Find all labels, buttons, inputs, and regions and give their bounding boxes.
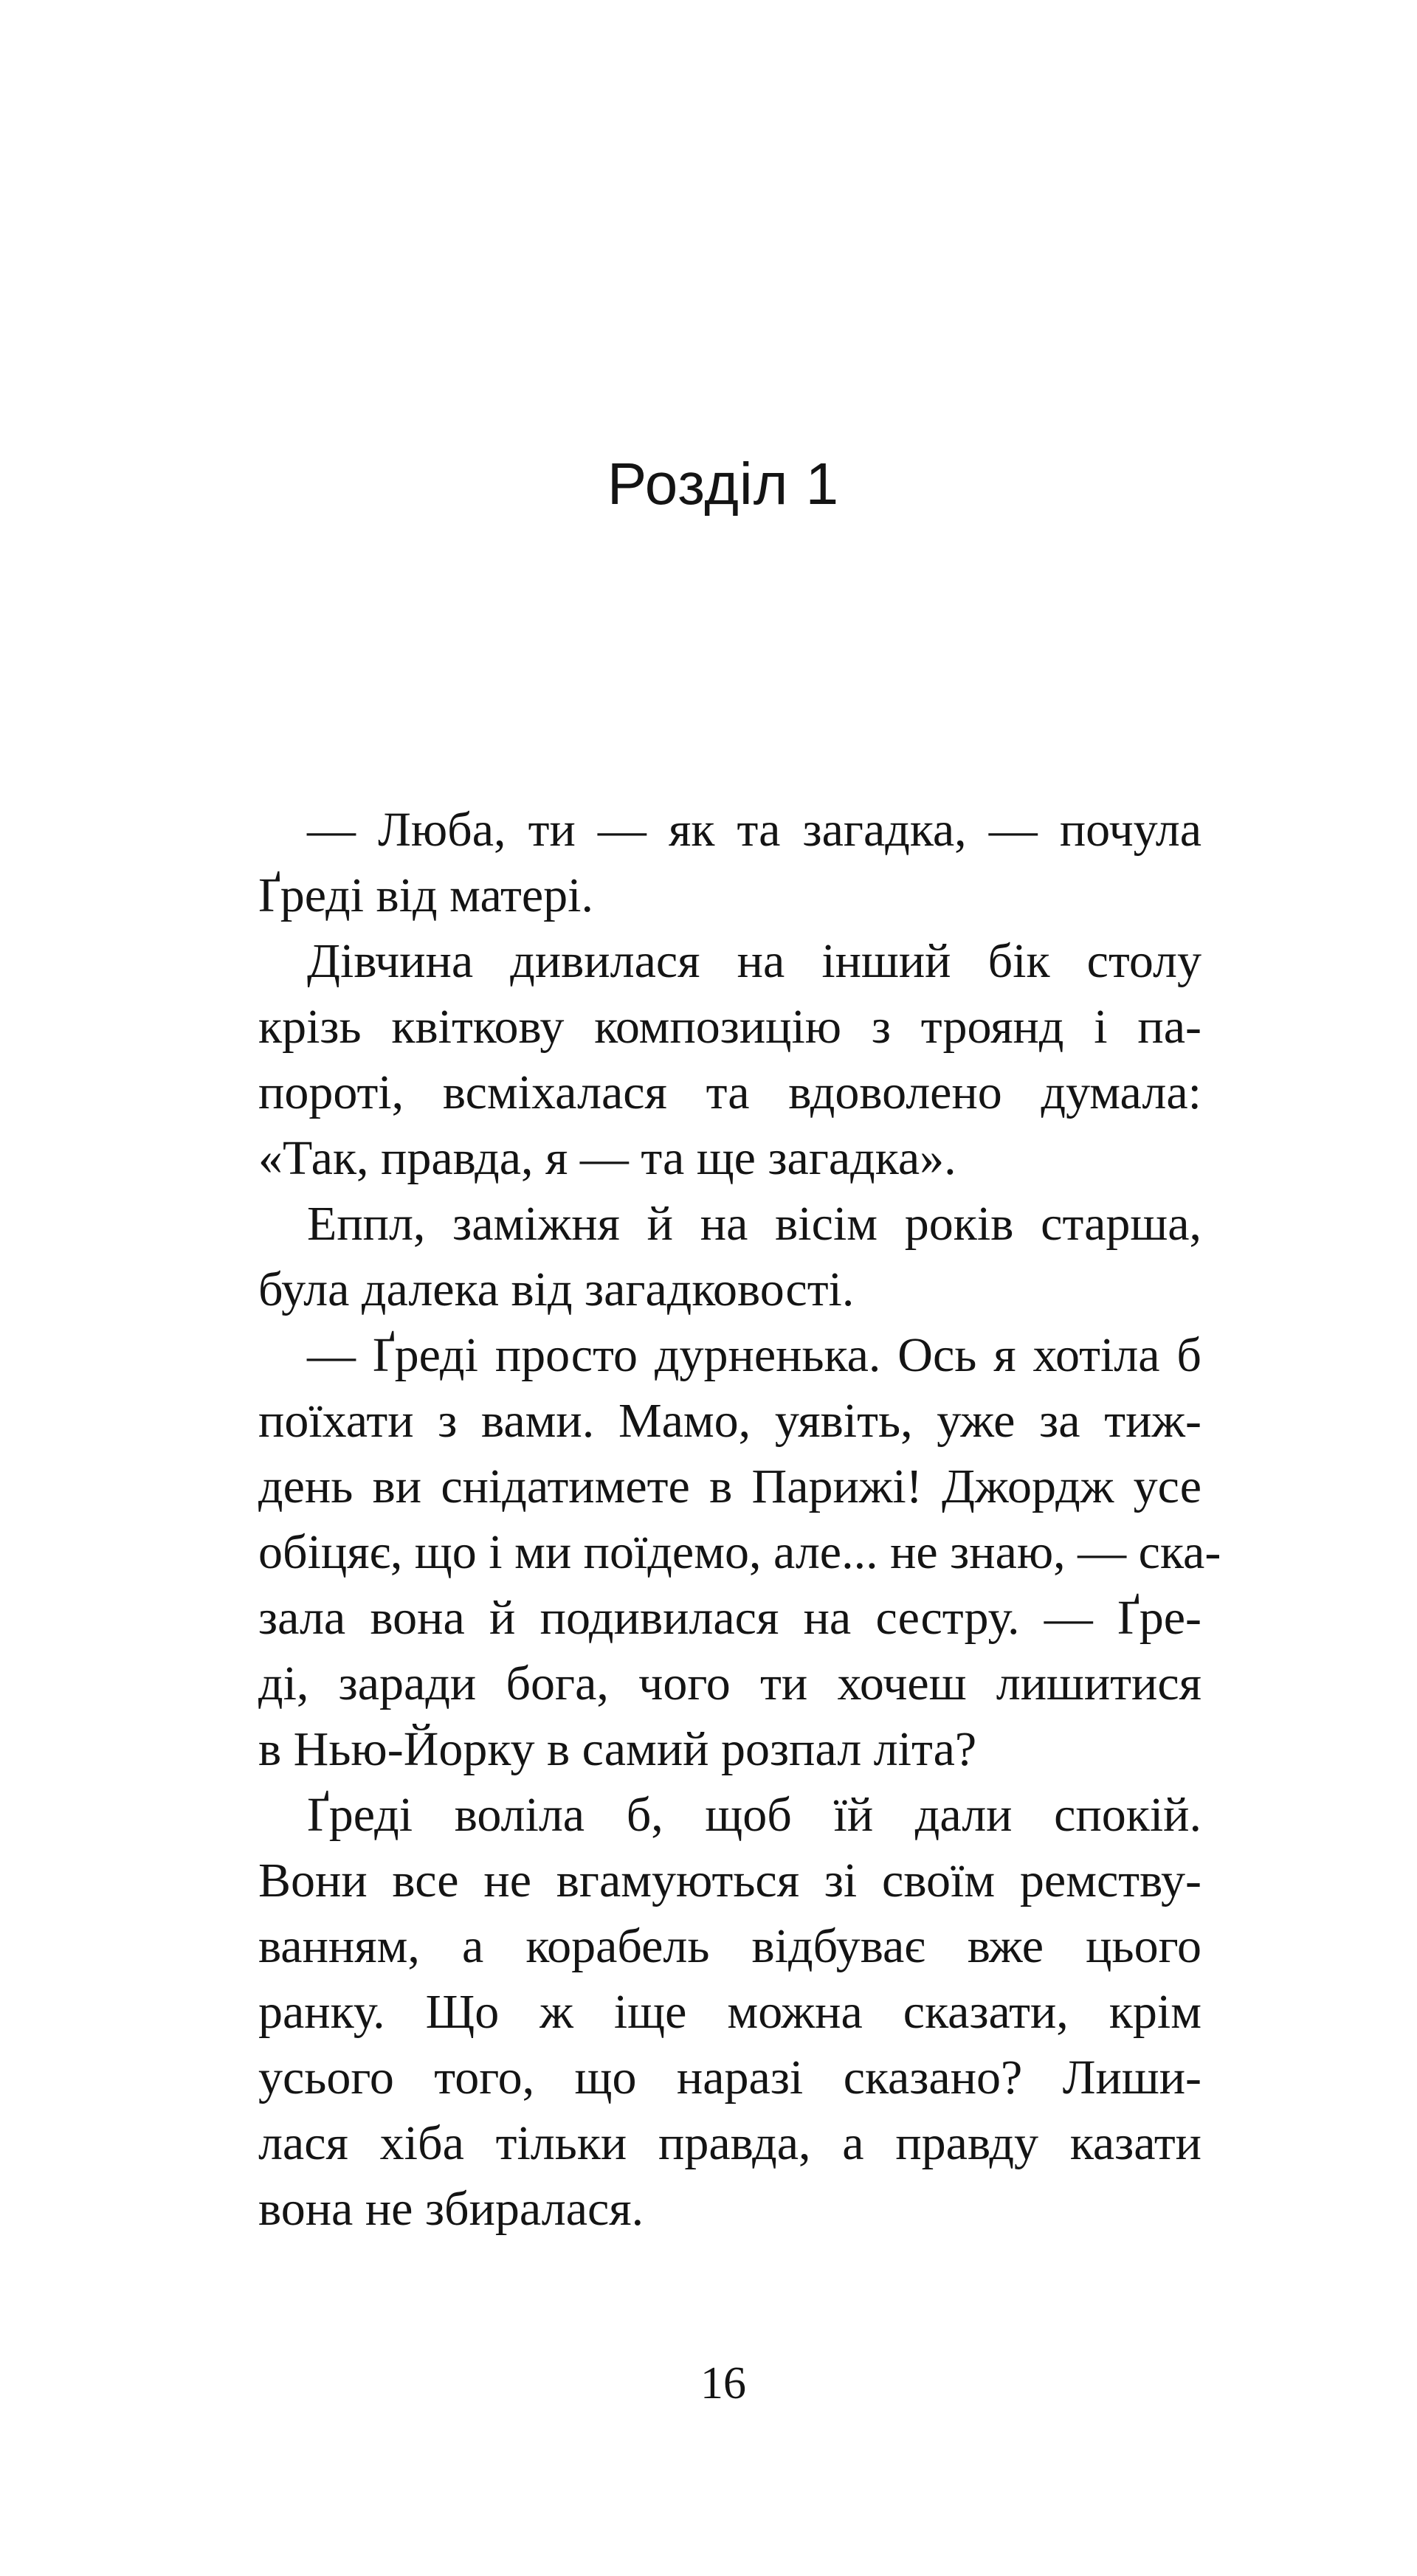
text-line: «Так, правда, я — та ще загадка». — [258, 1131, 956, 1185]
text-line: Ґреді від матері. — [258, 869, 594, 922]
page-number: 16 — [700, 2358, 746, 2408]
text-line: лася хіба тільки правда, а правду казати — [258, 2116, 1201, 2170]
text-line: усього того, що наразі сказано? Лиши- — [258, 2051, 1201, 2104]
text-line: поїхати з вами. Мамо, уявіть, уже за тиж- — [258, 1394, 1201, 1448]
text-line: ванням, а корабель відбуває вже цього — [258, 1919, 1201, 1973]
text-line: була далека від загадковості. — [258, 1263, 855, 1316]
text-line: ранку. Що ж іще можна сказати, крім — [258, 1985, 1201, 2039]
text-line: — Люба, ти — як та загадка, — почула — [307, 803, 1201, 857]
chapter-title: Розділ 1 — [607, 451, 840, 517]
text-line: Дівчина дивилася на інший бік столу — [307, 934, 1201, 988]
text-line: вона не збиралася. — [258, 2182, 644, 2236]
text-line: Вони все не вгамуються зі своїм ремству- — [258, 1854, 1201, 1907]
chapter-body — [258, 797, 1221, 2242]
text-line: в Нью-Йорку в самий розпал літа? — [258, 1722, 977, 1776]
text-line: крізь квіткову композицію з троянд і па- — [258, 1000, 1201, 1054]
text-line: обіцяє, що і ми поїдемо, але... не знаю, — ска- — [258, 1525, 1221, 1579]
text-line: — Ґреді просто дурненька. Ось я хотіла б — [307, 1328, 1201, 1382]
text-line: день ви снідатимете в Парижі! Джордж усе — [258, 1460, 1201, 1513]
text-line: Ґреді воліла б, щоб їй дали спокій. — [307, 1788, 1201, 1842]
text-line: зала вона й подивилася на сестру. — Ґре- — [258, 1591, 1201, 1645]
text-line: Еппл, заміжня й на вісім років старша, — [307, 1197, 1201, 1251]
text-line: пороті, всміхалася та вдоволено думала: — [258, 1066, 1201, 1119]
text-line: ді, заради бога, чого ти хочеш лишитися — [258, 1657, 1201, 1710]
